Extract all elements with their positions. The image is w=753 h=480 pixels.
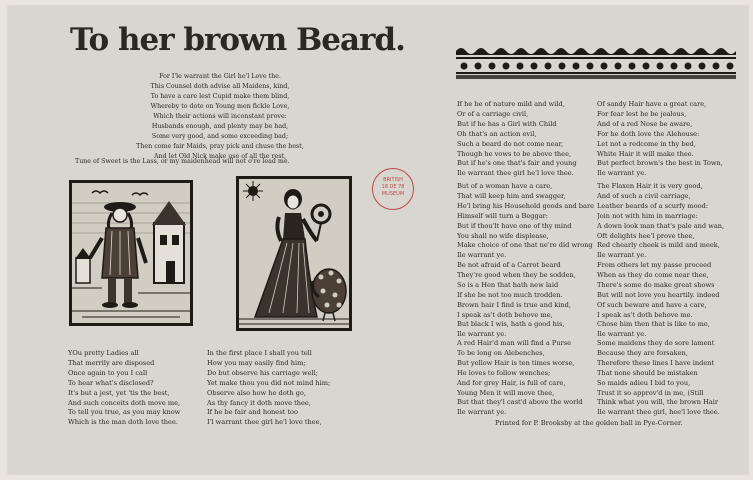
verse-line: But if he has a Girl with Child (457, 119, 557, 128)
verse-line: That will keep him and swagger, (457, 191, 566, 200)
verse-line: If he be fair and honest too (207, 408, 298, 417)
verse-line: Ile warrant ye. (597, 169, 647, 178)
verse-line: That merrily are disposed (68, 358, 155, 367)
stamp-line: MUSEUM (381, 191, 405, 197)
verse-line: But black I wis, hath a good his, (457, 320, 565, 329)
verse-line: Of such beware and have a care, (597, 300, 707, 309)
verse-line: You shall no wife displease, (457, 231, 549, 240)
verse-line: Once again to you I call (68, 368, 148, 377)
verse-line: Think what you will, the brown Hair (597, 398, 719, 407)
verse-line: Which is the man doth love thee. (68, 418, 178, 427)
stamp-line: BRITISH (383, 177, 403, 183)
verse-10 (597, 339, 737, 418)
verse-line: In the first place I shall you tell (207, 349, 312, 357)
woodcut-man (69, 180, 193, 326)
verse-line: But yellow Hair is ten times worse, (457, 358, 575, 367)
intro-line: Husbands enough, and plenty may be had, (151, 123, 289, 130)
verse-line: I speak as't doth behove me, (457, 310, 553, 319)
verse-line: Ile warrant ye. (457, 330, 507, 339)
verse-line: I'l warrant thee girl he'l love thee, (207, 418, 322, 427)
verse-line: So maids adieu I bid to you, (597, 378, 691, 387)
verse-line: Because they are forsaken, (597, 348, 688, 357)
intro-line: Then come fair Maids, pray pick and chuse the best, (136, 143, 304, 150)
verse-1 (68, 349, 198, 428)
intro-line: This Counsel doth advise all Maidens, kind, (150, 83, 290, 90)
verse-line: Let not a redcome in thy bed, (597, 139, 696, 148)
page-title: To her brown Beard. (70, 22, 405, 58)
intro-line: Some very good, and some exceeding bad; (151, 133, 289, 140)
verse-line: And of such a civil carriage, (597, 191, 691, 200)
intro-line: For I'le warrant the Girl he'l Love the. (159, 73, 281, 80)
tune-line: Tune of Sweet is the Lass, or my maidenhead will not o're lead me. (75, 158, 290, 165)
verse-5 (457, 261, 595, 340)
verse-line: Of sandy Hair have a great care, (597, 100, 707, 108)
verse-line: Ile warrant thee girl, hee'l love thee. (597, 408, 720, 417)
verse-line: To tell you true, as you may know (68, 408, 181, 417)
verse-3 (457, 100, 595, 179)
verse-line: From others let my passe proceed (597, 261, 712, 269)
verse-line: He'l bring his Household goods and bare (457, 201, 595, 210)
verse-line: But perfect brown's the best in Town, (597, 159, 723, 168)
verse-line: A red Hair'd man will find a Purse (457, 339, 572, 347)
verse-line: I speak as't doth behove me. (597, 310, 693, 319)
verse-line: Trust it so approv'd in me, (Still (597, 388, 704, 397)
intro-line: And let Old Nick make use of all the rest, (154, 153, 286, 160)
verse-line: So is a Hen that hath new laid (457, 280, 559, 289)
verse-line: A down look man that's pale and wan, (597, 221, 725, 230)
verse-line: Oft delights hee'l prove thee, (597, 231, 695, 240)
verse-line: Oh that's an action evil, (457, 129, 537, 138)
verse-7 (597, 100, 737, 179)
ornament-band-icon (456, 45, 736, 79)
verse-line: As thy fancy it doth move thee, (207, 398, 311, 407)
verse-line: Or of a carriage civil, (457, 109, 529, 118)
printer-imprint: Printed for P. Brooksby at the golden ball in Pye-Corner. (495, 419, 683, 427)
verse-line: For fear lest he be jealous, (597, 109, 687, 118)
verse-line: And for grey Hair, is full of care, (457, 378, 566, 387)
intro-line: To have a care lest Cupid make them blind, (150, 93, 290, 100)
verse-line: Ile warrant thee girl he'l love thee. (457, 169, 574, 178)
library-stamp (372, 168, 414, 210)
verse-line: But if thou'lt have one of thy mind (457, 221, 572, 230)
verse-line: Yet make thou you did not mind him; (207, 378, 331, 387)
verse-line: Red chearly cheek is mild and meek, (597, 241, 720, 250)
intro-verse (95, 72, 345, 162)
verse-line: There's some do make great shows (597, 280, 715, 289)
verse-4 (457, 182, 595, 261)
verse-line: White Hair it will make thee. (597, 149, 694, 158)
verse-line: How you may easily find him; (207, 358, 306, 367)
woodcut-woman (236, 176, 352, 331)
verse-line: Therefore these lines I have indent (597, 358, 715, 367)
verse-line: Ile warrant ye. (457, 251, 507, 260)
verse-line: But that they'l cast'd above the world (457, 398, 583, 407)
verse-line: They're good when they be sodden, (457, 270, 576, 279)
verse-line: Leather beards of a scurfy mood: (597, 201, 709, 210)
verse-line: For he doth love the Alehouse: (597, 129, 700, 138)
verse-line: Do but observe his carriage well; (207, 368, 318, 377)
verse-line: Join not with him in marriage: (597, 211, 698, 220)
verse-line: The Flaxen Hair it is very good, (597, 182, 703, 190)
verse-line: If he be of nature mild and wild, (457, 100, 565, 108)
verse-line: Be not afraid of a Carrot beard (457, 261, 561, 269)
verse-line: But will not love you heartily. indeed (597, 290, 720, 299)
verse-line: Ile warrant ye. (597, 251, 647, 260)
verse-line: He loves to follow wenches; (457, 368, 551, 377)
man-illustration-icon (72, 183, 190, 323)
verse-line: And such conceits doth move me, (68, 398, 181, 407)
verse-line: Young Men it will move thee, (457, 388, 555, 397)
stamp-line: 18 DE 78 (381, 184, 405, 190)
verse-line: YOu pretty Ladies all (68, 349, 139, 357)
verse-line: Such a beard do not come near, (457, 139, 564, 148)
verse-line: Himself will turn a Beggar: (457, 211, 549, 220)
verse-line: When as they do come near thee, (597, 270, 709, 279)
verse-line: But of a woman have a care, (457, 182, 553, 190)
verse-line: Brown hair I find is true and kind, (457, 300, 571, 309)
verse-6 (457, 339, 595, 418)
verse-9 (597, 261, 737, 340)
verse-line: Though he vows to be above thee, (457, 149, 572, 158)
verse-line: To hear what's disclosed? (68, 378, 154, 387)
verse-2 (207, 349, 357, 428)
verse-line: It's but a jest, yet 'tis the best, (68, 388, 170, 397)
verse-8 (597, 182, 737, 261)
verse-line: If she be not too much trodden. (457, 290, 563, 299)
woman-illustration-icon (239, 179, 349, 328)
verse-line: Make choice of one that ne're did wrong (457, 241, 593, 250)
intro-line: Whereby to dote on Young men fickle Love, (150, 103, 290, 110)
verse-line: To be long on Alebenches, (457, 348, 545, 357)
intro-line: Which their actions will inconstant prove: (153, 113, 287, 120)
verse-line: And of a red Nose be aware, (597, 119, 693, 128)
verse-line: Observe also how he doth go, (207, 388, 306, 397)
verse-line: But if he's one that's fair and young (457, 159, 577, 168)
verse-line: Some maidens they do sore lament (597, 339, 715, 347)
verse-line: Chose him then that is like to me, (597, 320, 710, 329)
verse-line: That none should be mistaken (597, 368, 698, 377)
verse-line: Ile warrant ye. (457, 408, 507, 417)
verse-line: Ile warrant ye. (597, 330, 647, 339)
